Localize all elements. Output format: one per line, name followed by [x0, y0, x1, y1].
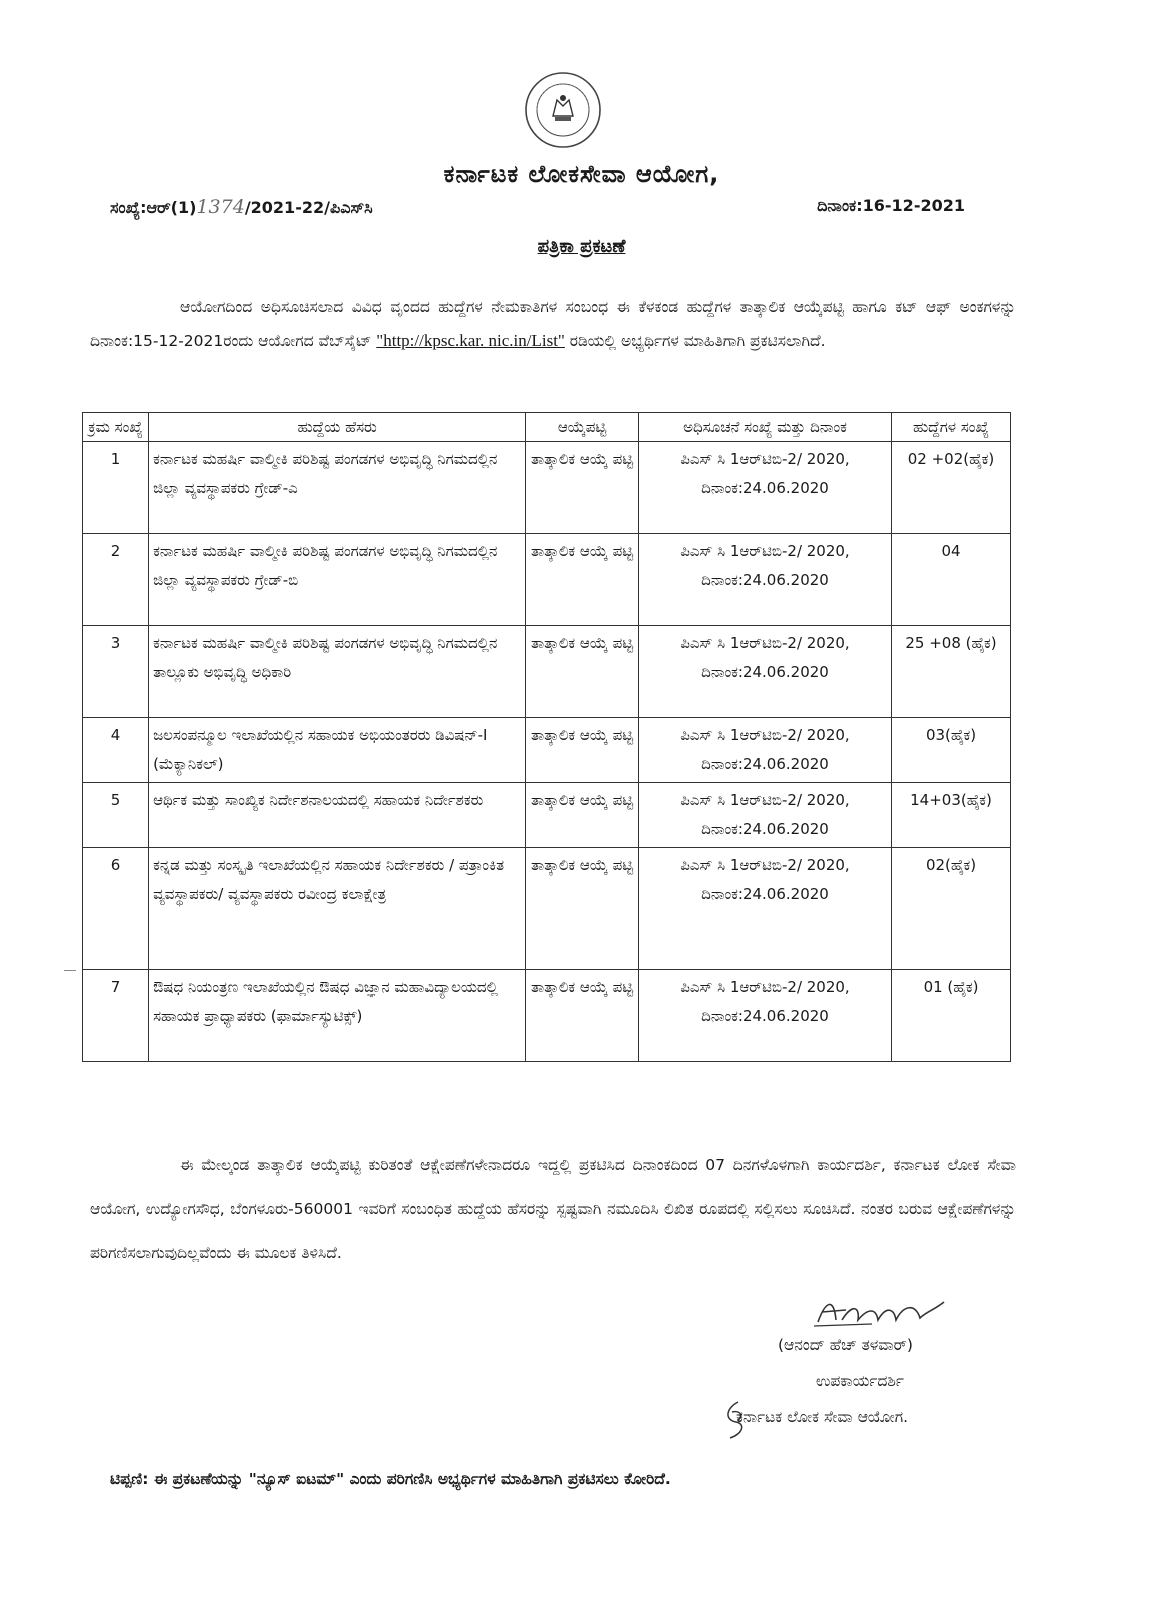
ref-suffix: /2021-22/ಪಿಎಸ್‌ಸಿ [244, 198, 373, 217]
press-release-heading: ಪತ್ರಿಕಾ ಪ್ರಕಟಣೆ [537, 236, 626, 257]
row-post-count: 03(ಹೈಕ) [892, 718, 1011, 783]
reference-number [110, 196, 373, 218]
intro-text-before: ಆಯೋಗದಿಂದ ಅಧಿಸೂಚಿಸಲಾದ ವಿವಿಧ ವೃಂದದ ಹುದ್ದೆಗಳ ನೇಮಕಾತಿಗಳ ಸಂಬಂಧ ಈ ಕೆಳಕಂಡ ಹುದ್ದೆಗಳ ತಾತ್ಕಾಲಿಕ ಆಯ್ಕೆಪಟ್ಟಿ ಹಾಗೂ ಕಟ್ ಆಫ್ ಅಂಕಗಳನ್ನು ದಿನಾಂಕ:15-12-2021ರಂದು ಆಯೋಗದ ವೆಬ್‌ಸೈಟ್ [90, 298, 1016, 350]
row-selection-list: ತಾತ್ಕಾಲಿಕ ಆಯ್ಕೆ ಪಟ್ಟಿ [526, 970, 639, 1062]
row-notification: ಪಿಎಸ್ ಸಿ 1ಆರ್‌ಟಿಬಿ-2/ 2020, ದಿನಾಂಕ:24.06.2020 [638, 534, 891, 626]
row-notification: ಪಿಎಸ್ ಸಿ 1ಆರ್‌ಟಿಬಿ-2/ 2020, ದಿನಾಂಕ:24.06.2020 [638, 970, 891, 1062]
table-row [83, 442, 1011, 534]
row-post-count: 01 (ಹೈಕ) [892, 970, 1011, 1062]
row-post-name: ಆರ್ಥಿಕ ಮತ್ತು ಸಾಂಖ್ಯಿಕ ನಿರ್ದೇಶನಾಲಯದಲ್ಲಿ ಸಹಾಯಕ ನಿರ್ದೇಶಕರು [149, 783, 526, 848]
row-serial: 7 [83, 970, 149, 1062]
row-selection-list: ತಾತ್ಕಾಲಿಕ ಆಯ್ಕೆ ಪಟ್ಟಿ [526, 783, 639, 848]
row-post-count: 02 +02(ಹೈಕ) [892, 442, 1011, 534]
row-post-count: 04 [892, 534, 1011, 626]
header-post-name: ಹುದ್ದೆಯ ಹೆಸರು [149, 413, 526, 442]
row-selection-list: ತಾತ್ಕಾಲಿಕ ಆಯ್ಕೆ ಪಟ್ಟಿ [526, 848, 639, 970]
row-serial: 6 [83, 848, 149, 970]
row-notification: ಪಿಎಸ್ ಸಿ 1ಆರ್‌ಟಿಬಿ-2/ 2020, ದಿನಾಂಕ:24.06.2020 [638, 626, 891, 718]
table-header-row [83, 413, 1011, 442]
footer-note: ಟಿಪ್ಪಣಿ: ಈ ಪ್ರಕಟಣೆಯನ್ನು "ನ್ಯೂಸ್ ಐಟಮ್" ಎಂದು ಪರಿಗಣಿಸಿ ಅಭ್ಯರ್ಥಿಗಳ ಮಾಹಿತಿಗಾಗಿ ಪ್ರಕಟಿಸಲು ಕೋರಿದೆ. [110, 1470, 671, 1488]
document-date: ದಿನಾಂಕ:16-12-2021 [817, 196, 965, 215]
row-selection-list: ತಾತ್ಕಾಲಿಕ ಆಯ್ಕೆ ಪಟ್ಟಿ [526, 534, 639, 626]
signature-scribble [812, 1290, 952, 1334]
row-selection-list: ತಾತ್ಕಾಲಿಕ ಆಯ್ಕೆ ಪಟ್ಟಿ [526, 442, 639, 534]
intro-paragraph [90, 290, 1016, 358]
row-post-name: ಜಲಸಂಪನ್ಮೂಲ ಇಲಾಖೆಯಲ್ಲಿನ ಸಹಾಯಕ ಅಭಿಯಂತರರು ಡಿವಿಷನ್-I (ಮೆಕ್ಯಾನಿಕಲ್) [149, 718, 526, 783]
header-selection-list: ಆಯ್ಕೆಪಟ್ಟಿ [526, 413, 639, 442]
row-notification: ಪಿಎಸ್ ಸಿ 1ಆರ್‌ಟಿಬಿ-2/ 2020, ದಿನಾಂಕ:24.06.2020 [638, 848, 891, 970]
row-post-count: 02(ಹೈಕ) [892, 848, 1011, 970]
row-post-name: ಕನ್ನಡ ಮತ್ತು ಸಂಸ್ಕೃತಿ ಇಲಾಖೆಯಲ್ಲಿನ ಸಹಾಯಕ ನಿರ್ದೇಶಕರು / ಪತ್ರಾಂಕಿತ ವ್ಯವಸ್ಥಾಪಕರು/ ವ್ಯವಸ್ಥಾಪಕರು ರವೀಂದ್ರ ಕಲಾಕ್ಷೇತ್ರ [149, 848, 526, 970]
ref-prefix: ಸಂಖ್ಯೆ:ಆರ್(1) [110, 198, 197, 217]
selection-list-table [82, 412, 1011, 1062]
row-serial: 2 [83, 534, 149, 626]
row-post-count: 14+03(ಹೈಕ) [892, 783, 1011, 848]
signer-name: (ಆನಂದ್ ಹೆಚ್ ತಳವಾರ್) [778, 1336, 913, 1354]
header-post-count: ಹುದ್ದೆಗಳ ಸಂಖ್ಯೆ [892, 413, 1011, 442]
kpsc-seal-emblem [523, 70, 603, 150]
signer-office: ಕರ್ನಾಟಕ ಲೋಕ ಸೇವಾ ಆಯೋಗ. [736, 1408, 909, 1426]
row-serial: 1 [83, 442, 149, 534]
table-row [83, 970, 1011, 1062]
row-selection-list: ತಾತ್ಕಾಲಿಕ ಆಯ್ಕೆ ಪಟ್ಟಿ [526, 718, 639, 783]
row-post-name: ಔಷಧ ನಿಯಂತ್ರಣ ಇಲಾಖೆಯಲ್ಲಿನ ಔಷಧ ವಿಜ್ಞಾನ ಮಹಾವಿದ್ಯಾಲಯದಲ್ಲಿ ಸಹಾಯಕ ಪ್ರಾಧ್ಯಾಪಕರು (ಫಾರ್ಮಾಸ್ಯುಟಿಕ್ಸ್) [149, 970, 526, 1062]
row-serial: 4 [83, 718, 149, 783]
row-serial: 5 [83, 783, 149, 848]
table-row [83, 626, 1011, 718]
row-notification: ಪಿಎಸ್ ಸಿ 1ಆರ್‌ಟಿಬಿ-2/ 2020, ದಿನಾಂಕ:24.06.2020 [638, 783, 891, 848]
organization-title: ಕರ್ನಾಟಕ ಲೋಕಸೇವಾ ಆಯೋಗ, [443, 160, 720, 188]
signer-designation: ಉಪಕಾರ್ಯದರ್ಶಿ [816, 1372, 904, 1390]
row-notification: ಪಿಎಸ್ ಸಿ 1ಆರ್‌ಟಿಬಿ-2/ 2020, ದಿನಾಂಕ:24.06.2020 [638, 442, 891, 534]
margin-mark [64, 970, 76, 971]
kpsc-list-link[interactable]: "http://kpsc.kar. nic.in/List" [376, 331, 565, 350]
row-selection-list: ತಾತ್ಕಾಲಿಕ ಆಯ್ಕೆ ಪಟ್ಟಿ [526, 626, 639, 718]
table-row [83, 534, 1011, 626]
header-notification: ಅಧಿಸೂಚನೆ ಸಂಖ್ಯೆ ಮತ್ತು ದಿನಾಂಕ [638, 413, 891, 442]
row-post-name: ಕರ್ನಾಟಕ ಮಹರ್ಷಿ ವಾಲ್ಮೀಕಿ ಪರಿಶಿಷ್ಟ ಪಂಗಡಗಳ ಅಭಿವೃದ್ಧಿ ನಿಗಮದಲ್ಲಿನ ಜಿಲ್ಲಾ ವ್ಯವಸ್ಥಾಪಕರು ಗ್ರೇಡ್-ಬಿ [149, 534, 526, 626]
row-notification: ಪಿಎಸ್ ಸಿ 1ಆರ್‌ಟಿಬಿ-2/ 2020, ದಿನಾಂಕ:24.06.2020 [638, 718, 891, 783]
table-row [83, 718, 1011, 783]
intro-text-after: ರಡಿಯಲ್ಲಿ ಅಭ್ಯರ್ಥಿಗಳ ಮಾಹಿತಿಗಾಗಿ ಪ್ರಕಟಿಸಲಾಗಿದೆ. [564, 332, 826, 350]
table-row [83, 848, 1011, 970]
header-serial: ಕ್ರಮ ಸಂಖ್ಯೆ [83, 413, 149, 442]
row-serial: 3 [83, 626, 149, 718]
row-post-count: 25 +08 (ಹೈಕ) [892, 626, 1011, 718]
ref-handwritten-number: 1374 [196, 196, 245, 218]
closing-paragraph: ಈ ಮೇಲ್ಕಂಡ ತಾತ್ಕಾಲಿಕ ಆಯ್ಕೆಪಟ್ಟಿ ಕುರಿತಂತೆ ಆಕ್ಷೇಪಣೆಗಳೇನಾದರೂ ಇದ್ದಲ್ಲಿ ಪ್ರಕಟಿಸಿದ ದಿನಾಂಕದಿಂದ 07 ದಿನಗಳೊಳಗಾಗಿ ಕಾರ್ಯದರ್ಶಿ, ಕರ್ನಾಟಕ ಲೋಕ ಸೇವಾ ಆಯೋಗ, ಉದ್ಯೋಗಸೌಧ, ಬೆಂಗಳೂರು-560001 ಇವರಿಗೆ ಸಂಬಂಧಿತ ಹುದ್ದೆಯ ಹೆಸರನ್ನು ಸ್ಪಷ್ಟವಾಗಿ ನಮೂದಿಸಿ ಲಿಖಿತ ರೂಪದಲ್ಲಿ ಸಲ್ಲಿಸಲು ಸೂಚಿಸಿದೆ. ನಂತರ ಬರುವ ಆಕ್ಷೇಪಣೆಗಳನ್ನು ಪರಿಗಣಿಸಲಾಗುವುದಿಲ್ಲವೆಂದು ಈ ಮೂಲಕ ತಿಳಿಸಿದೆ. [90, 1156, 1016, 1262]
table-row [83, 783, 1011, 848]
row-post-name: ಕರ್ನಾಟಕ ಮಹರ್ಷಿ ವಾಲ್ಮೀಕಿ ಪರಿಶಿಷ್ಟ ಪಂಗಡಗಳ ಅಭಿವೃದ್ಧಿ ನಿಗಮದಲ್ಲಿನ ತಾಲ್ಲೂಕು ಅಭಿವೃದ್ಧಿ ಅಧಿಕಾರಿ [149, 626, 526, 718]
row-post-name: ಕರ್ನಾಟಕ ಮಹರ್ಷಿ ವಾಲ್ಮೀಕಿ ಪರಿಶಿಷ್ಟ ಪಂಗಡಗಳ ಅಭಿವೃದ್ಧಿ ನಿಗಮದಲ್ಲಿನ ಜಿಲ್ಲಾ ವ್ಯವಸ್ಥಾಪಕರು ಗ್ರೇಡ್-ಎ [149, 442, 526, 534]
